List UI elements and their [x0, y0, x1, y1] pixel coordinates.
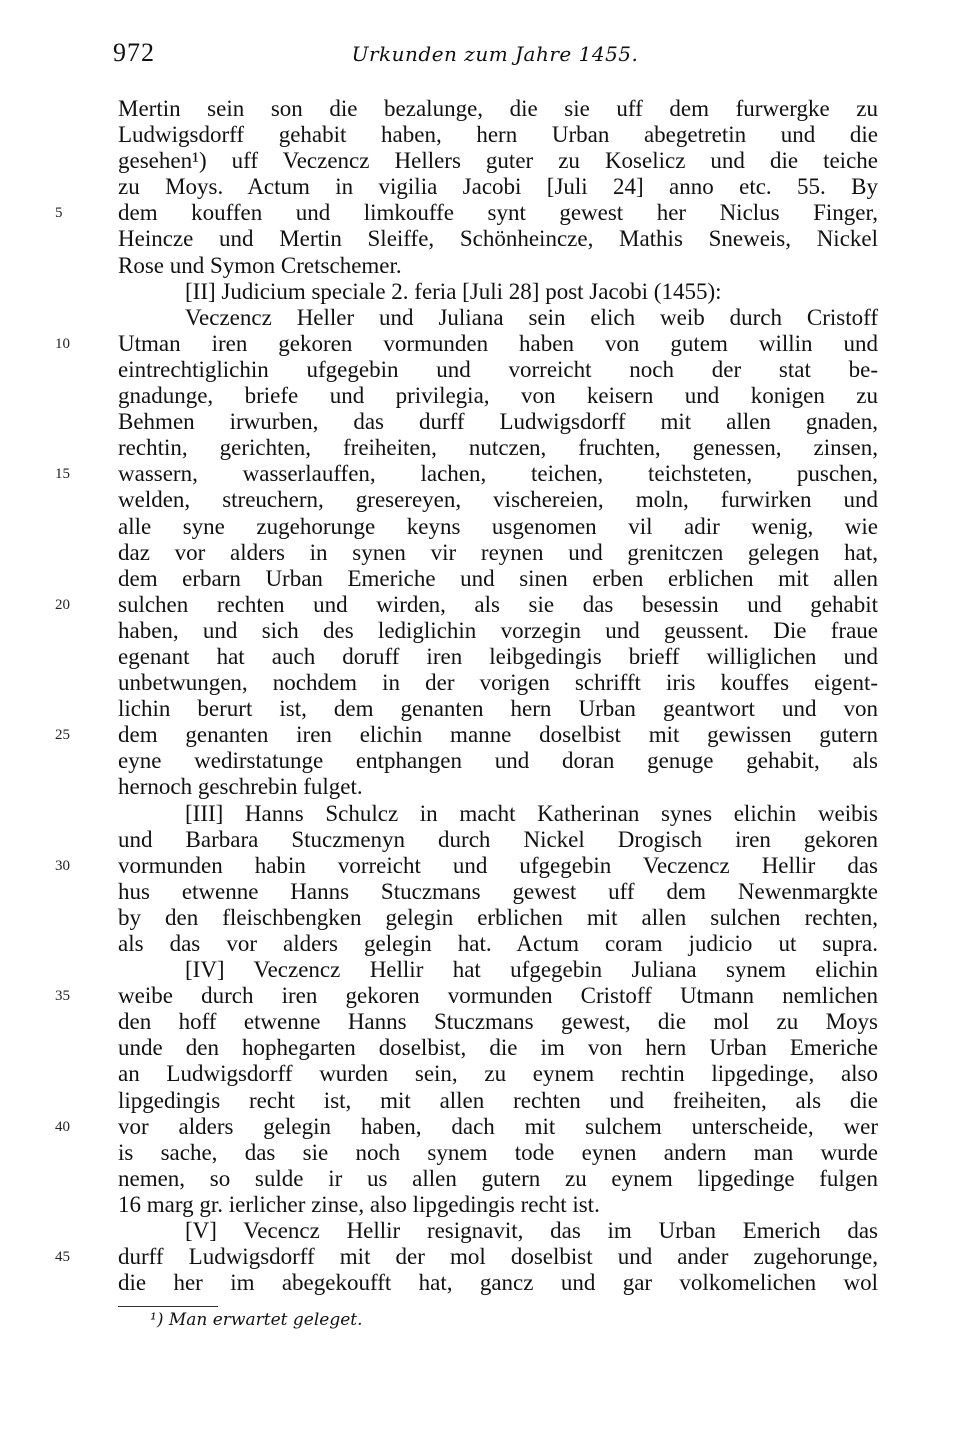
line-text: dem genanten iren elichin manne doselbist mit gewissen gutern: [118, 722, 878, 748]
line-text: eintrechtiglichin ufgegebin und vorreicht noch der stat be-: [118, 356, 878, 382]
line-number: 15: [55, 466, 70, 483]
line-number: 5: [55, 205, 63, 222]
line-text: Veczencz Heller und Juliana sein elich weib durch Cristoff: [185, 304, 878, 330]
text-line: [118, 1009, 878, 1035]
line-text: sulchen rechten und wirden, als sie das besessin und gehabit: [118, 591, 878, 617]
text-line: [55, 983, 878, 1009]
text-line: [118, 1192, 878, 1218]
text-line: [118, 305, 878, 331]
text-line: [118, 748, 878, 774]
running-title: Urkunden zum Jahre 1455.: [351, 42, 639, 66]
line-text: by den fleischbengken gelegin erblichen mit allen sulchen rechten,: [118, 904, 878, 930]
text-line: [118, 696, 878, 722]
footnote-rule: [118, 1306, 218, 1307]
text-line: [118, 931, 878, 957]
line-text: Rose und Symon Cretschemer.: [118, 252, 402, 278]
body-text: [55, 96, 878, 1296]
line-text: durff Ludwigsdorff mit der mol doselbist und ander zugehorunge,: [118, 1244, 878, 1270]
line-text: wassern, wasserlauffen, lachen, teichen, teichsteten, puschen,: [118, 461, 878, 487]
text-line: [118, 1270, 878, 1296]
line-text: hus etwenne Hanns Stuczmans gewest uff dem Newenmargkte: [118, 878, 878, 904]
text-line: [118, 1061, 878, 1087]
text-line: [118, 253, 878, 279]
text-line: [118, 514, 878, 540]
line-text: unde den hophegarten doselbist, die im von hern Urban Emeriche: [118, 1035, 878, 1061]
line-text: Heincze und Mertin Sleiffe, Schönheincze, Mathis Sneweis, Nickel: [118, 226, 878, 252]
line-text: haben, und sich des lediglichin vorzegin und geussent. Die fraue: [118, 617, 878, 643]
text-line: [118, 774, 878, 800]
line-text: 16 marg gr. ierlicher zinse, also lipgedingis recht ist.: [118, 1191, 600, 1217]
line-text: [III] Hanns Schulcz in macht Katherinan synes elichin weibis: [185, 800, 878, 826]
text-line: [118, 122, 878, 148]
line-number: 45: [55, 1249, 70, 1266]
line-text: hernoch geschrebin fulget.: [118, 774, 363, 800]
text-line: [118, 1035, 878, 1061]
text-line: [118, 148, 878, 174]
text-line: [118, 357, 878, 383]
line-number: 30: [55, 857, 70, 874]
line-text: eyne wedirstatunge entphangen und doran genuge gehabit, als: [118, 748, 878, 774]
line-text: egenant hat auch doruff iren leibgedingis brieff williglichen und: [118, 643, 878, 669]
text-line: [118, 1140, 878, 1166]
text-line: [118, 618, 878, 644]
text-line: [55, 200, 878, 226]
text-line: [118, 879, 878, 905]
line-text: als das vor alders gelegin hat. Actum coram judicio ut supra.: [118, 931, 878, 956]
line-number: 10: [55, 335, 70, 352]
text-line: [118, 644, 878, 670]
text-line: [55, 722, 878, 748]
line-text: dem kouffen und limkouffe synt gewest her Niclus Finger,: [118, 200, 878, 226]
text-line: [118, 487, 878, 513]
text-line: [55, 461, 878, 487]
line-text: zu Moys. Actum in vigilia Jacobi [Juli 24] anno etc. 55. By: [118, 174, 878, 200]
line-text: Mertin sein son die bezalunge, die sie uff dem furwergke zu: [118, 96, 878, 121]
line-text: die her im abegekoufft hat, gancz und gar volkomelichen wol: [118, 1270, 878, 1296]
text-line: [118, 279, 878, 305]
text-line: [118, 435, 878, 461]
text-line: [55, 330, 878, 357]
text-line: [118, 957, 878, 983]
line-text: Ludwigsdorff gehabit haben, hern Urban abegetretin und die: [118, 122, 878, 148]
line-text: rechtin, gerichten, freiheiten, nutczen, fruchten, genessen, zinsen,: [118, 435, 878, 461]
text-line: [55, 1113, 878, 1140]
line-text: unbetwungen, nochdem in der vorigen schrifft iris kouffes eigent-: [118, 670, 878, 696]
text-line: [55, 1244, 878, 1270]
line-text: alle syne zugehorunge keyns usgenomen vil adir wenig, wie: [118, 513, 878, 539]
text-line: [55, 852, 878, 879]
page-number: 972: [113, 38, 155, 67]
line-text: dem erbarn Urban Emeriche und sinen erben erblichen mit allen: [118, 565, 878, 591]
text-line: [118, 383, 878, 409]
line-text: weibe durch iren gekoren vormunden Cristoff Utmann nemlichen: [118, 983, 878, 1009]
line-number: 25: [55, 727, 70, 744]
line-text: daz vor alders in synen vir reynen und grenitczen gelegen hat,: [118, 539, 878, 565]
line-text: is sache, das sie noch synem tode eynen andern man wurde: [118, 1139, 878, 1165]
line-text: welden, streuchern, gresereyen, vischereien, moln, furwirken und: [118, 487, 878, 513]
line-number: 20: [55, 596, 70, 613]
page-header: [115, 38, 875, 78]
line-text: den hoff etwenne Hanns Stuczmans gewest, die mol zu Moys: [118, 1009, 878, 1035]
footnote: ¹) Man erwartet geleget.: [150, 1310, 363, 1330]
line-text: Utman iren gekoren vormunden haben von gutem willin und: [118, 330, 878, 356]
text-line: [118, 540, 878, 566]
line-text: vormunden habin vorreicht und ufgegebin Veczencz Hellir das: [118, 852, 878, 878]
text-line: [118, 1218, 878, 1244]
line-text: lipgedingis recht ist, mit allen rechten und freiheiten, als die: [118, 1087, 878, 1113]
text-line: [118, 670, 878, 696]
text-line: [118, 226, 878, 252]
text-line: [118, 905, 878, 931]
text-line: [118, 409, 878, 435]
text-line: [118, 827, 878, 853]
line-number: 35: [55, 988, 70, 1005]
text-line: [55, 591, 878, 618]
text-line: [118, 566, 878, 592]
line-text: [II] Judicium speciale 2. feria [Juli 28] post Jacobi (1455):: [185, 278, 722, 304]
text-line: [118, 1166, 878, 1192]
text-line: [118, 96, 878, 122]
line-text: gnadunge, briefe und privilegia, von keisern und konigen zu: [118, 383, 878, 409]
text-line: [118, 174, 878, 200]
line-text: lichin berurt ist, dem genanten hern Urban geantwort und von: [118, 696, 878, 722]
line-text: nemen, so sulde ir us allen gutern zu eynem lipgedinge fulgen: [118, 1165, 878, 1191]
text-line: [118, 801, 878, 827]
line-text: an Ludwigsdorff wurden sein, zu eynem rechtin lipgedinge, also: [118, 1061, 878, 1087]
line-number: 40: [55, 1118, 70, 1135]
line-text: Behmen irwurben, das durff Ludwigsdorff mit allen gnaden,: [118, 409, 878, 435]
line-text: [IV] Veczencz Hellir hat ufgegebin Juliana synem elichin: [185, 957, 878, 983]
line-text: vor alders gelegin haben, dach mit sulchem unterscheide, wer: [118, 1113, 878, 1139]
text-line: [118, 1088, 878, 1114]
line-text: [V] Vecencz Hellir resignavit, das im Urban Emerich das: [185, 1218, 878, 1244]
line-text: gesehen¹) uff Veczencz Hellers guter zu Koselicz und die teiche: [118, 148, 878, 174]
line-text: und Barbara Stuczmenyn durch Nickel Drogisch iren gekoren: [118, 826, 878, 852]
